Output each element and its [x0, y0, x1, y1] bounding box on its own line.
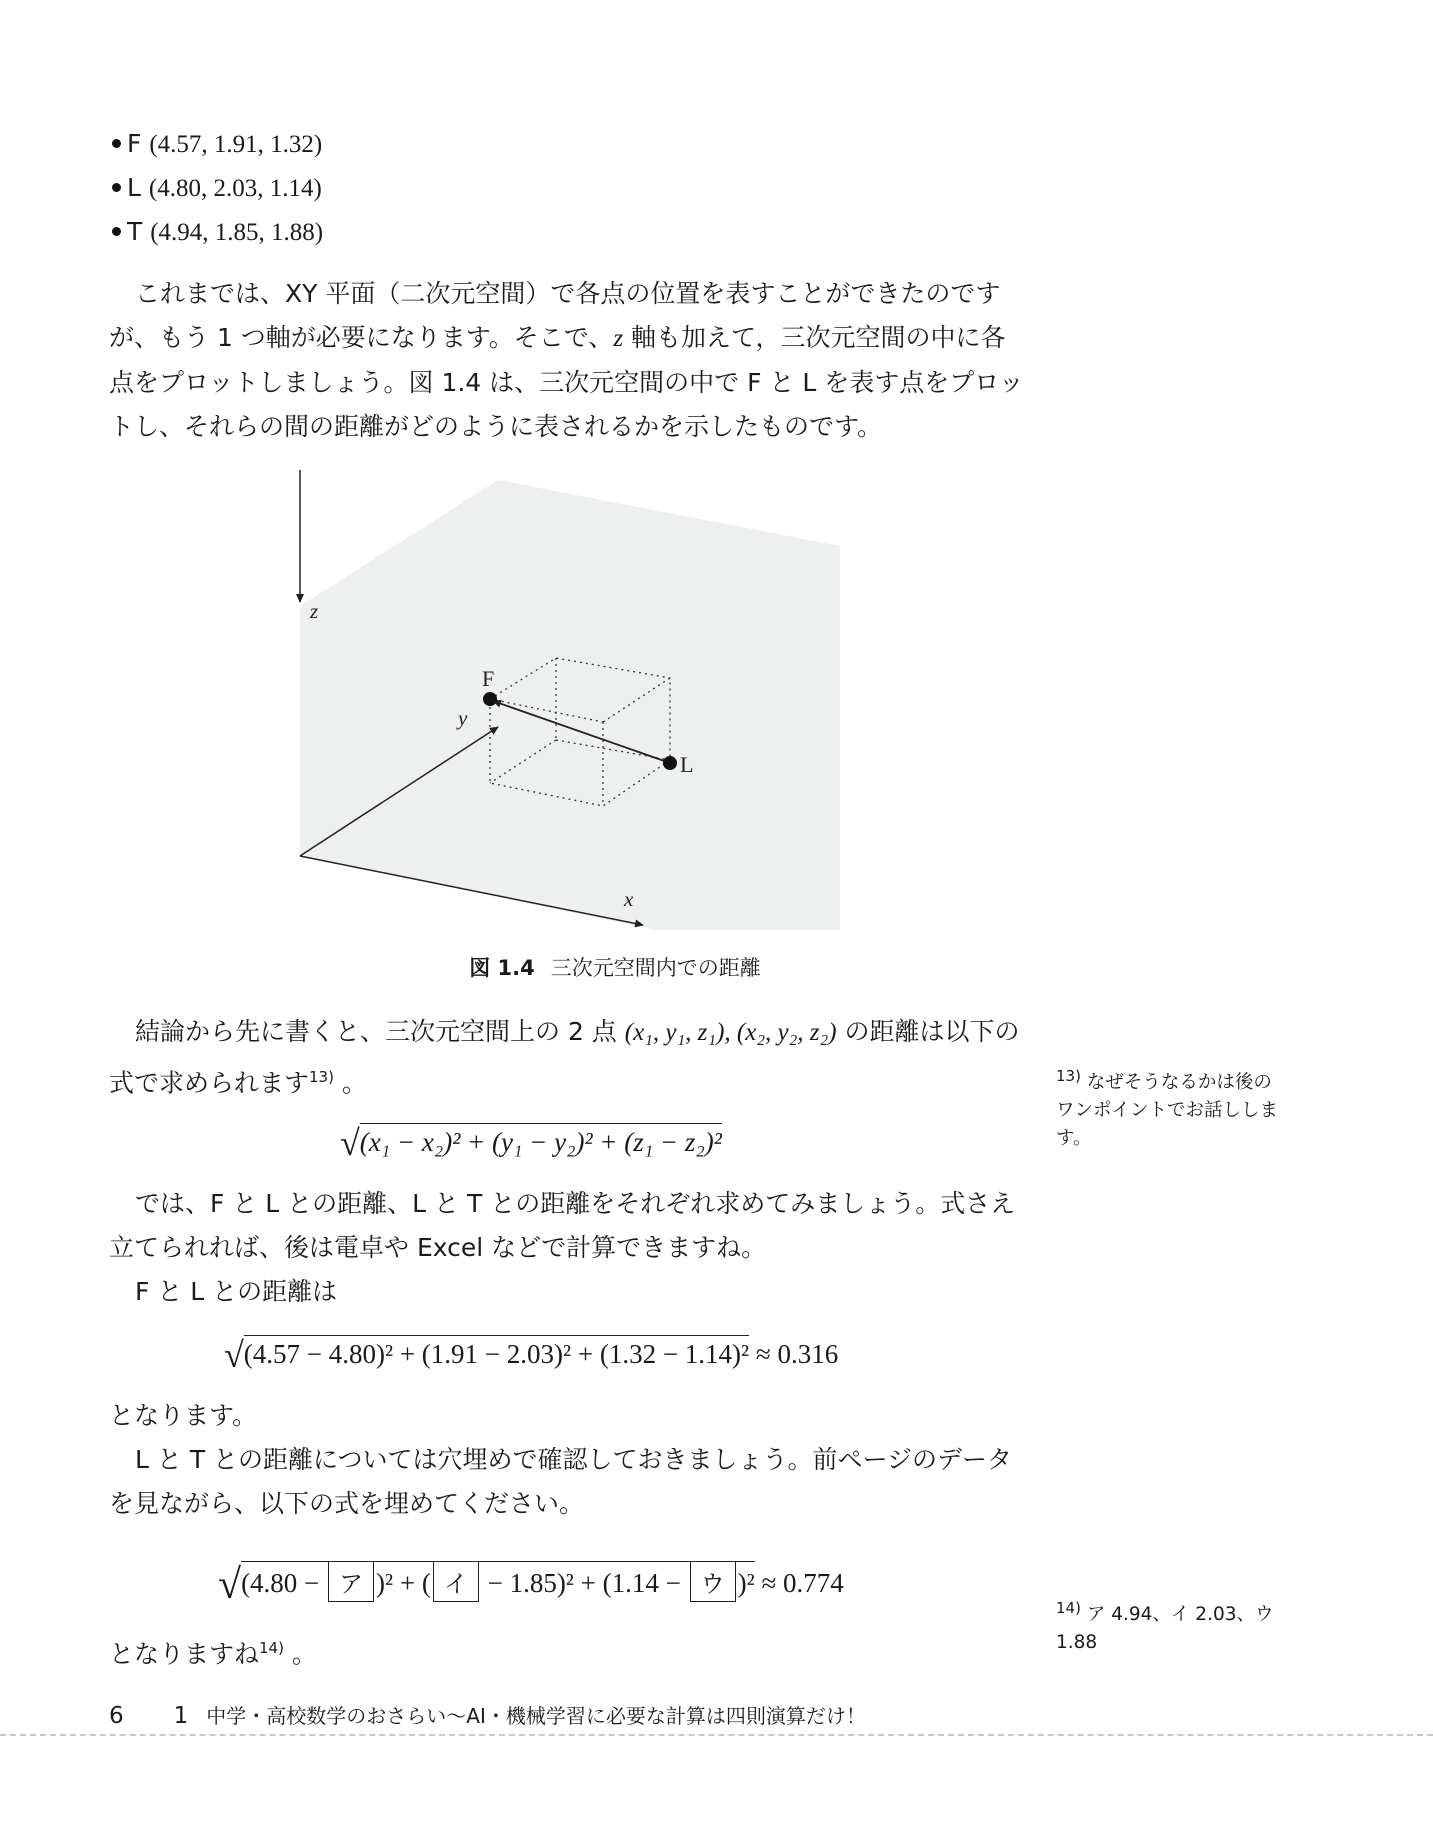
sqrt-symbol: √: [224, 1335, 244, 1375]
bullet-dot: [112, 227, 121, 236]
page-number: 6: [109, 1703, 124, 1729]
shaded-box: [300, 480, 840, 930]
blank-box-a[interactable]: ア: [328, 1561, 374, 1602]
y-axis-label: y: [458, 706, 468, 730]
conclusion-paragraph: 結論から先に書くと、三次元空間上の 2 点 (x₁, y₁, z₁), (x₂, y₂, z₂) の距離は以下の式で求められます$^{13)}$ 。: [109, 1017, 1020, 1098]
bullet-dot: [112, 183, 121, 192]
lt-paragraph: となります。 L と T との距離については穴埋めで確認しておきましょう。前ページのデータを見ながら、以下の式を埋めてください。: [109, 1401, 1013, 1518]
final-line: となりますね$^{14)}$ 。: [109, 1639, 317, 1669]
figure-caption: 図 1.4 三次元空間内での距離: [469, 956, 761, 980]
formula-radicand: (4.80 − ア )² + ( イ − 1.85)² + (1.14 − ウ )²: [241, 1561, 755, 1598]
intro-paragraph: これまでは、XY 平面（二次元空間）で各点の位置を表すことができたのですが、もう 1 つ軸が必要になります。そこで、z 軸も加えて，三次元空間の中に各点をプロットしましょう。図 1.4 は、三次元空間の中で F と L を表す点をプロットし、それらの間の距離がどのように表されるかを示したものです。: [109, 279, 1024, 441]
x-axis-label: x: [624, 887, 634, 911]
list-item: F (4.57, 1.91, 1.32): [112, 122, 323, 166]
chapter-title: 中学・高校数学のおさらい〜AI・機械学習に必要な計算は四則演算だけ！: [206, 1704, 866, 1728]
sqrt-symbol: √: [218, 1562, 242, 1608]
page-edge-divider: [0, 1734, 1433, 1736]
calc-paragraph: では、F と L との距離、L と T との距離をそれぞれ求めてみましょう。式さえ立てられれば、後は電卓や Excel などで計算できますね。 F と L との距離は: [109, 1189, 1016, 1306]
figure-3d-distance: [280, 470, 860, 940]
sqrt-symbol: √: [340, 1123, 360, 1163]
blank-box-i[interactable]: イ: [433, 1561, 479, 1602]
side-note-13: $^{13)}$ なぜそうなるかは後のワンポイントでお話しします。: [1056, 1067, 1279, 1150]
formula-f-l: √(4.57 − 4.80)² + (1.91 − 2.03)² + (1.32 − 1.14)² ≈ 0.316: [224, 1335, 839, 1375]
footnote-ref-13[interactable]: 13): [309, 1068, 334, 1086]
z-axis-label: z: [310, 599, 319, 623]
point-f: [483, 692, 497, 706]
bullet-dot: [112, 139, 121, 148]
page-footer: [109, 1700, 866, 1729]
point-l-label: L: [680, 752, 694, 777]
list-item: T (4.94, 1.85, 1.88): [112, 210, 323, 254]
point-l: [663, 756, 677, 770]
blank-box-u[interactable]: ウ: [690, 1561, 736, 1602]
footnote-ref-14[interactable]: 14): [259, 1639, 284, 1657]
list-item: L (4.80, 2.03, 1.14): [112, 166, 323, 210]
formula-general: √(x₁ − x₂)² + (y₁ − y₂)² + (z₁ − z₂)²: [340, 1123, 722, 1163]
formula-l-t: √(4.80 − ア )² + ( イ − 1.85)² + (1.14 − ウ )² ≈ 0.774: [218, 1562, 844, 1608]
coordinate-list: [112, 122, 323, 254]
chapter-number: 1: [173, 1703, 189, 1729]
side-note-14: $^{14)}$ ア 4.94、イ 2.03、ウ 1.88: [1056, 1599, 1274, 1654]
point-f-label: F: [482, 666, 495, 691]
